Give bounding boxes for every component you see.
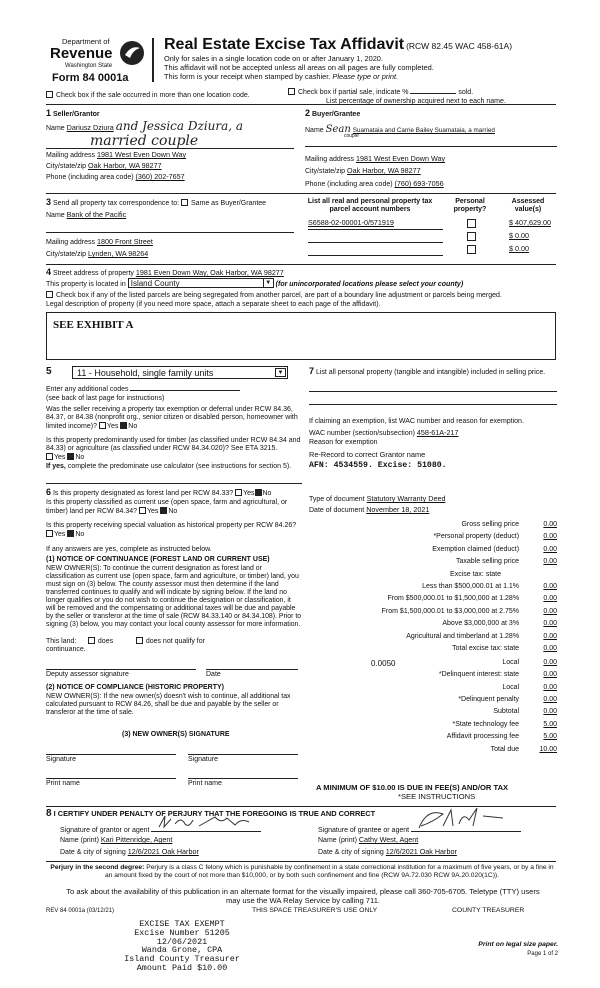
buyer-label: Buyer/Grantee: [311, 111, 361, 118]
tax-calc-label: *Delinquent interest: state: [438, 671, 520, 679]
document-type-label: Type of document: [309, 496, 365, 503]
chevron-down-icon: ▼: [275, 368, 286, 377]
personal-property-line-1[interactable]: [309, 391, 557, 392]
tax-calc-label: Agricultural and timberland at 1.28%: [406, 632, 520, 640]
partial-sale-field[interactable]: [410, 93, 456, 94]
grantor-name-label: Name (print): [60, 837, 99, 844]
grantee-date-label: Date & city of signing: [318, 849, 384, 856]
buyer-name-row: [305, 124, 557, 136]
minimum-due-note: A MINIMUM OF $10.00 IS DUE IN FEE(S) AND/OR TAX: [316, 783, 509, 792]
document-date-value[interactable]: November 18, 2021: [366, 505, 430, 514]
stamp-line: Island County Treasurer: [124, 954, 240, 965]
certify-statement: 8 I CERTIFY UNDER PENALTY OF PERJURY THAT THE FOREGOING IS TRUE AND CORRECT: [46, 808, 376, 819]
exemption-question-text: Was the seller receiving a property tax exemption or deferral under RCW 84.36, 84.37, or 84.38 (nonprofit org., senior citizen or disabled person, homeowner with limited income)?: [46, 406, 298, 431]
sec3-city-row: [46, 250, 148, 259]
dor-logo-icon: [118, 39, 146, 67]
exemption-yes-checkbox[interactable]: [99, 422, 106, 429]
chevron-down-icon: ▼: [263, 279, 273, 287]
seller-name-value[interactable]: Dariusz Dziura: [66, 123, 114, 132]
tax-calc-row: [309, 571, 557, 583]
new-owner-print-line-1[interactable]: [46, 778, 176, 779]
stamp-line: Excise Number 51205: [134, 927, 230, 938]
sec3-name-value[interactable]: Bank of the Pacific: [66, 210, 127, 219]
perjury-notice: [46, 864, 558, 880]
grantee-signature-field[interactable]: [411, 822, 521, 832]
form-title-rcw: (RCW 82.45 WAC 458-61A): [406, 41, 513, 51]
tax-calc-value[interactable]: 0.00: [543, 683, 557, 691]
stamp-line: 12/06/2021: [156, 936, 208, 947]
sec7-label: List all personal property (tangible and intangible) included in selling price.: [315, 369, 546, 376]
tax-calc-label: From $500,000.01 to $1,500,000 at 1.28%: [387, 595, 520, 603]
parcel-line-2: [308, 242, 443, 243]
buyer-city-row: [305, 167, 421, 176]
new-owner-signature-heading: (3) NEW OWNER(S) SIGNATURE: [122, 731, 230, 738]
partial-sale-row: [288, 88, 473, 97]
buyer-phone-row: [305, 180, 444, 189]
additional-codes-label: Enter any additional codes: [46, 386, 129, 393]
grantee-name-label: Name (print): [318, 837, 357, 844]
parcel-list-head2: parcel account numbers: [329, 206, 411, 214]
personal-head2: property?: [453, 206, 487, 214]
timber-note: [46, 463, 302, 471]
timber-question-text: Is this property predominantly used for timber (as classified under RCW 84.34 and 84.33) or agriculture (as classified under RCW 84.34.020)? See ETA 3215.: [46, 437, 301, 453]
tax-calc-value[interactable]: 0.00: [543, 632, 557, 640]
tax-calc-label: Above $3,000,000 at 3%: [442, 620, 520, 628]
buyer-name-handwritten: Sean: [325, 124, 351, 135]
afn-value: AFN: 4534559. Excise: 51080.: [309, 461, 447, 470]
buyer-name-value[interactable]: Suamataia and Carrie Bailey Suamataia, a married: [352, 127, 495, 134]
tax-calc-value[interactable]: 10.00: [539, 745, 557, 753]
header-sub2: This affidavit will not be accepted unless all areas on all pages are fully completed.: [164, 63, 434, 72]
sec3-name-row: [46, 211, 126, 220]
forest-land-text: Is this property designated as forest land per RCW 84.33?: [52, 490, 234, 497]
wac-value[interactable]: 458-61A-217: [416, 428, 459, 437]
dept-line1: Department of: [62, 37, 110, 46]
segregated-row: [46, 291, 502, 300]
rule-footer: [46, 861, 556, 862]
grantor-name-value[interactable]: Kari Pittenridge, Agent: [100, 835, 173, 844]
tax-calc-value[interactable]: 0.00: [543, 671, 557, 679]
reason-label: Reason for exemption: [309, 439, 378, 446]
seller-city-label: City/state/zip: [46, 163, 87, 170]
legal-description-value: SEE EXHIBIT A: [53, 319, 134, 331]
historic-no-checkbox[interactable]: [67, 530, 74, 537]
section-2-header: 2 Buyer/Grantee: [305, 108, 361, 118]
timber-yes-checkbox[interactable]: [46, 453, 53, 460]
sec6-note: If any answers are yes, complete as instructed below.: [46, 546, 212, 553]
tax-calc-row: [309, 696, 557, 708]
tax-calc-label: *Personal property (deduct): [433, 533, 520, 541]
buyer-mail-value[interactable]: 1981 West Even Down Way: [355, 154, 446, 163]
form-title: [164, 36, 512, 54]
new-owner-sig-label-2: Signature: [188, 756, 218, 763]
additional-codes-field[interactable]: [130, 390, 240, 391]
personal-property-checkbox[interactable]: [467, 245, 476, 254]
tax-calc-value[interactable]: 5.00: [543, 733, 557, 741]
current-use-question: [46, 499, 302, 516]
partial-sale-checkbox[interactable]: [288, 88, 295, 95]
tax-calc-row: [309, 684, 557, 696]
parcel-row: [308, 219, 558, 229]
personal-property-line-2[interactable]: [309, 404, 557, 405]
tax-calc-row: [309, 546, 557, 558]
stamp-line: EXCISE TAX EXEMPT: [139, 919, 225, 929]
notice-continuance-text: NEW OWNER(S): To continue the current designation as forest land or classification as current use (open space, farm and agriculture, or timber) land, you must sign on (3) below. The county assessor must then determine if the land transferred continues to qualify and will indicate by signing below. If the land no longer qualifies or you do not wish to continue the designation or classification, it will be removed and the compensating or additional taxes will be due and payable by the seller or transferor at the time of sale (RCW 84.33.140 or 84.34.108). Prior to signing (3) below, you may contact your local county assessor for more information.: [46, 565, 302, 628]
grantor-signature-field[interactable]: [151, 822, 261, 832]
buyer-mail-label: Mailing address: [305, 156, 355, 163]
assessed-value-header: [500, 198, 556, 214]
treasurer-use-label: THIS SPACE TREASURER'S USE ONLY: [252, 907, 378, 914]
tax-calc-row: [309, 733, 557, 745]
tax-calc-value[interactable]: 0.00: [543, 708, 557, 716]
timber-note-text: complete the predominate use calculator (see instructions for section 5).: [67, 463, 292, 470]
grantee-date-row: [318, 848, 457, 857]
section-3-header: 3 Send all property tax correspondence to: Same as Buyer/Grantee: [46, 197, 267, 207]
tax-calc-row: [309, 533, 557, 545]
grantor-date-label: Date & city of signing: [60, 849, 126, 856]
tax-calc-label: Gross selling price: [461, 521, 520, 528]
tax-calc-row: [309, 595, 557, 607]
timber-yes-label: Yes: [54, 454, 66, 462]
exemption-claim-label: If claiming an exemption, list WAC number and reason for exemption.: [309, 418, 524, 425]
legal-description-box[interactable]: [46, 312, 556, 360]
land-use-code-value: 11 - Household, single family units: [77, 368, 214, 378]
local-tax-value[interactable]: 0.00: [543, 659, 557, 667]
tax-calc-value[interactable]: 5.00: [543, 720, 557, 728]
assessed-value[interactable]: $ 0.00: [509, 244, 529, 253]
personal-head1: Personal: [455, 198, 485, 205]
grantee-date-value[interactable]: 12/6/2021 Oak Harbor: [385, 847, 457, 856]
current-use-yes-checkbox[interactable]: [139, 507, 146, 514]
rule-sec3: [46, 193, 556, 194]
tax-calc-value[interactable]: 0.00: [543, 644, 557, 652]
revision-number: REV 84 0001a (03/12/21): [46, 908, 115, 914]
timber-no-checkbox[interactable]: [67, 453, 74, 460]
buyer-phone-label: Phone (including area code): [305, 181, 393, 188]
grantee-signature-label: Signature of grantee or agent: [318, 827, 410, 834]
new-owner-print-label-2: Print name: [188, 780, 222, 787]
current-use-no-label: No: [168, 508, 178, 516]
grantor-name-row: [60, 836, 172, 845]
historic-no-label: No: [75, 531, 85, 539]
grantee-name-value[interactable]: Cathy West, Agent: [358, 835, 419, 844]
grantor-date-value[interactable]: 12/6/2021 Oak Harbor: [127, 847, 199, 856]
header-sub3: [164, 73, 398, 82]
parcel-list-header: [300, 198, 440, 214]
buyer-phone-value[interactable]: (760) 693-7056: [394, 179, 444, 188]
partial-sale-sold: sold.: [458, 89, 474, 96]
tax-calc-label: *Delinquent penalty: [458, 696, 520, 704]
buyer-name-value2: couple: [344, 133, 359, 139]
exemption-yes-label: Yes: [106, 423, 119, 431]
tax-calculation: [309, 521, 557, 758]
local-tax-row: [309, 657, 557, 671]
assessed-head1: Assessed: [511, 198, 545, 205]
tax-calc-value[interactable]: 0.00: [543, 545, 557, 553]
personal-property-checkbox[interactable]: [467, 219, 476, 228]
assessed-value[interactable]: $ 0.00: [509, 231, 529, 240]
seller-name-handwritten: and Jessica Dziura, a: [115, 119, 244, 133]
parcel-line-1: [308, 229, 443, 230]
exemption-question: [46, 406, 302, 431]
buyer-city-label: City/state/zip: [305, 168, 346, 175]
tax-calc-row: [309, 746, 557, 758]
timber-no-label: No: [75, 454, 85, 462]
tax-calc-row: [309, 521, 557, 533]
partial-sale-label: Check box if partial sale, indicate %: [297, 89, 409, 96]
new-owner-print-line-2[interactable]: [188, 778, 298, 779]
seller-mail-row: [46, 151, 186, 160]
tax-calc-value[interactable]: 0.00: [543, 558, 557, 566]
deputy-signature-label: Deputy assessor signature: [46, 671, 129, 678]
tax-calc-row: [309, 645, 557, 657]
tax-calc-label: Affidavit processing fee: [446, 733, 520, 741]
document-date-row: [309, 506, 429, 515]
page-number: Page 1 of 2: [527, 951, 558, 957]
new-owner-sig-line-1[interactable]: [46, 754, 176, 755]
sec3-city-label: City/state/zip: [46, 251, 87, 258]
header-divider: [152, 38, 154, 82]
document-date-label: Date of document: [309, 507, 365, 514]
tax-calc-row: [309, 558, 557, 570]
sec3-name-label: Name: [46, 212, 65, 219]
grantor-signature-label: Signature of grantor or agent: [60, 827, 150, 834]
parcel-number[interactable]: S6588-02-00001-0/571919: [308, 218, 394, 227]
property-address[interactable]: 1981 Even Down Way, Oak Harbor, WA 98277: [135, 268, 284, 277]
seller-city-row: [46, 162, 162, 171]
deputy-date-line[interactable]: [206, 669, 298, 670]
local-tax-label: Local: [502, 659, 520, 667]
continuance-label: continuance.: [46, 646, 86, 653]
header-sub1: Only for sales in a single location code on or after January 1, 2020.: [164, 54, 383, 63]
treasurer-stamp: [112, 920, 252, 973]
buyer-city-value[interactable]: Oak Harbor, WA 98277: [347, 166, 421, 175]
section-4-address: 4 Street address of property 1981 Even Down Way, Oak Harbor, WA 98277: [46, 267, 284, 277]
ownership-note: List percentage of ownership acquired next to each name.: [326, 98, 506, 105]
same-as-buyer-label: Same as Buyer/Grantee: [190, 200, 267, 207]
seller-phone-value[interactable]: (360) 202-7657: [135, 172, 185, 181]
forest-yes-label: Yes: [243, 490, 255, 497]
deputy-date-label: Date: [206, 671, 221, 678]
forest-yes-checkbox[interactable]: [235, 489, 242, 496]
document-type-row: [309, 495, 445, 504]
rule-sec6: [46, 483, 302, 484]
seller-name-row: [46, 120, 294, 134]
grantor-signature-image: [155, 814, 255, 830]
forest-no-checkbox[interactable]: [255, 489, 262, 496]
sec3-label: Send all property tax correspondence to:: [52, 200, 180, 207]
personal-property-header: [448, 198, 492, 214]
tax-calc-label: Subtotal: [493, 708, 520, 716]
grantee-signature-image: [413, 806, 513, 830]
rule-sec4: [46, 264, 556, 265]
parcel-list-head1: List all real and personal property tax: [307, 198, 433, 205]
land-qualify-row: [46, 637, 302, 646]
tax-calc-row: [309, 620, 557, 632]
sec3-city-value[interactable]: Lynden, WA 98264: [88, 249, 149, 258]
timber-question: [46, 437, 302, 462]
perjury-text: Perjury is a class C felony which is punishable by confinement in a state correctional institution for a maximum of five years, or by a fine in an amount fixed by the court of not more than $10,000, or by both such confinement and fine (RCW 9A.72.030 RCW 9A.20.020(1C)).: [104, 864, 554, 880]
wac-label: WAC number (section/subsection): [309, 430, 415, 437]
unincorp-note: (for unincorporated locations please select your county): [275, 281, 464, 288]
seller-phone-row: [46, 173, 185, 182]
county-treasurer-label: COUNTY TREASURER: [452, 907, 525, 914]
parcel-row: [308, 232, 558, 242]
buyer-name-label: Name: [305, 127, 324, 134]
timber-note-yes: If yes,: [46, 463, 66, 470]
tax-calc-label: From $1,500,000.01 to $3,000,000 at 2.75%: [381, 607, 520, 615]
grantor-date-row: [60, 848, 199, 857]
form-title-text: Real Estate Excise Tax Affidavit: [164, 36, 405, 53]
tax-calc-label: Local: [502, 683, 520, 691]
more-than-one-row: [46, 91, 250, 100]
tax-calc-label: Total due: [490, 745, 520, 753]
more-than-one-label: Check box if the sale occurred in more than one location code.: [55, 92, 250, 99]
header-sub3-text: This form is your receipt when stamped by cashier.: [164, 72, 331, 81]
header-sub3-em: Please type or print.: [332, 72, 399, 81]
notice-continuance-heading: (1) NOTICE OF CONTINUANCE (FOREST LAND OR CURRENT USE): [46, 556, 270, 563]
local-rate: 0.0050: [371, 659, 396, 669]
document-type-value[interactable]: Statutory Warranty Deed: [366, 494, 446, 503]
new-owner-print-label-1: Print name: [46, 780, 80, 787]
historic-yes-checkbox[interactable]: [46, 530, 53, 537]
grantee-signature-row: [318, 822, 521, 835]
tax-calc-value[interactable]: 0.00: [543, 521, 557, 528]
tax-calc-value[interactable]: 0.00: [543, 582, 557, 590]
grantee-name-row: [318, 836, 418, 845]
current-use-text: Is this property classified as current use (open space, farm and agricultural, or timber) land per RCW 84.34?: [46, 499, 288, 516]
more-than-one-checkbox[interactable]: [46, 91, 53, 98]
buyer-mail-row: [305, 155, 445, 164]
same-as-buyer-checkbox[interactable]: [181, 199, 188, 206]
historic-yes-label: Yes: [54, 531, 66, 539]
county-select[interactable]: [128, 278, 274, 288]
notice-compliance-text: NEW OWNER(S): If the new owner(s) doesn't wish to continue, all additional tax calculated pursuant to RCW 84.26, shall be due and payable by the seller or transferor at the time of sale.: [46, 693, 291, 716]
land-use-code-select[interactable]: [72, 366, 288, 379]
seller-name-line2: [46, 148, 294, 149]
current-use-yes-label: Yes: [147, 508, 159, 516]
stamp-line: Amount Paid $10.00: [136, 963, 228, 974]
tax-calc-value[interactable]: 0.00: [543, 595, 557, 603]
buyer-name-line2: [305, 146, 557, 147]
dept-line3: Washington State: [65, 63, 113, 69]
tax-calc-label: Taxable selling price: [456, 558, 520, 566]
forest-no-label: No: [262, 490, 272, 497]
wac-row: [309, 429, 458, 438]
certify-text: I CERTIFY UNDER PENALTY OF PERJURY THAT THE FOREGOING IS TRUE AND CORRECT: [53, 809, 376, 818]
seller-name-label: Name: [46, 125, 65, 132]
dept-line2: Revenue: [50, 45, 113, 62]
perjury-heading: Perjury in the second degree:: [50, 864, 145, 871]
tax-calc-label: Exemption claimed (deduct): [432, 545, 520, 553]
deputy-signature-line[interactable]: [46, 669, 196, 670]
current-use-no-checkbox[interactable]: [160, 507, 167, 514]
exemption-no-checkbox[interactable]: [120, 422, 127, 429]
assessed-head2: value(s): [514, 206, 542, 214]
tax-calc-label: *State technology fee: [452, 720, 520, 728]
legal-description-label: Legal description of property (if you need more space, attach a separate sheet to each page of the affidavit).: [46, 301, 381, 308]
sec3-mail-value[interactable]: 1800 Front Street: [96, 237, 153, 246]
form-number: Form 84 0001a: [52, 72, 129, 84]
tax-calc-value[interactable]: 0.00: [543, 533, 557, 541]
does-not-checkbox[interactable]: [136, 637, 143, 644]
reason-value[interactable]: Re-Record to correct Grantor name: [309, 450, 426, 459]
section-5-number: 5: [46, 366, 52, 377]
alternate-format-note: To ask about the availability of this publication in an alternate format for the visually impaired, please call 360-705-6705. Teletype (TTY) users may use the WA Relay Service by calling 711.: [66, 887, 540, 906]
parcel-line-3: [308, 255, 443, 256]
does-checkbox[interactable]: [88, 637, 95, 644]
rule-top: [46, 104, 556, 105]
tax-calc-label: Total excise tax: state: [452, 644, 520, 652]
additional-codes-note: (see back of last page for instructions): [46, 395, 165, 402]
land-label: This land:: [46, 638, 77, 645]
notice-compliance-heading: (2) NOTICE OF COMPLIANCE (HISTORIC PROPERTY): [46, 684, 224, 691]
assessed-value[interactable]: $ 407,629.00: [509, 218, 551, 227]
historic-text: Is this property receiving special valuation as historical property per RCW 84.26?: [46, 522, 297, 529]
exemption-no-label: No: [128, 423, 138, 431]
seller-mail-value[interactable]: 1981 West Even Down Way: [96, 150, 187, 159]
does-not-label: does not qualify for: [145, 638, 205, 645]
historic-question: [46, 522, 302, 539]
county-select-value: Island County: [130, 279, 180, 288]
forest-land-question: 6 Is this property designated as forest land per RCW 84.33? Yes No: [46, 487, 272, 497]
seller-label: Seller/Grantor: [52, 111, 100, 118]
see-instructions-note: *SEE INSTRUCTIONS: [398, 792, 476, 801]
tax-calc-value[interactable]: 0.00: [543, 696, 557, 704]
new-owner-sig-label-1: Signature: [46, 756, 76, 763]
tax-calc-row: [309, 583, 557, 595]
county-row: [46, 278, 463, 289]
sec4-label: Street address of property: [52, 270, 134, 277]
tax-calc-row: [309, 633, 557, 645]
tax-calc-value[interactable]: 0.00: [543, 607, 557, 615]
seller-name-handwritten-2: married couple: [90, 133, 199, 149]
tax-calc-label: Excise tax: state: [450, 570, 501, 578]
segregated-label: Check box if any of the listed parcels are being segregated from another parcel, are part of a boundary line adjustment or parcels being merged.: [55, 292, 502, 299]
tax-calc-row: [309, 708, 557, 720]
located-label: This property is located in: [46, 281, 126, 288]
sec3-mail-label: Mailing address: [46, 239, 96, 246]
tax-calc-label: Less than $500,000.01 at 1.1%: [422, 582, 520, 590]
sec3-name-line2: [46, 232, 294, 233]
seller-city-value[interactable]: Oak Harbor, WA 98277: [88, 161, 162, 170]
section-7-header: 7 List all personal property (tangible and intangible) included in selling price.: [309, 366, 546, 376]
legal-paper-note: Print on legal size paper.: [478, 941, 558, 948]
personal-property-checkbox[interactable]: [467, 232, 476, 241]
tax-calc-row: [309, 671, 557, 683]
does-label: does: [97, 638, 114, 645]
section-1-header: 1 Seller/Grantor: [46, 108, 100, 118]
seller-mail-label: Mailing address: [46, 152, 96, 159]
grantor-signature-row: [60, 822, 261, 835]
additional-codes-row: [46, 386, 240, 394]
segregated-checkbox[interactable]: [46, 291, 53, 298]
stamp-line: Wanda Grone, CPA: [141, 945, 223, 956]
seller-phone-label: Phone (including area code): [46, 174, 134, 181]
tax-calc-row: [309, 608, 557, 620]
new-owner-sig-line-2[interactable]: [188, 754, 298, 755]
tax-calc-value[interactable]: 0.00: [543, 620, 557, 628]
sec3-mail-row: [46, 238, 153, 247]
tax-calc-row: [309, 721, 557, 733]
parcel-row: [308, 245, 558, 255]
